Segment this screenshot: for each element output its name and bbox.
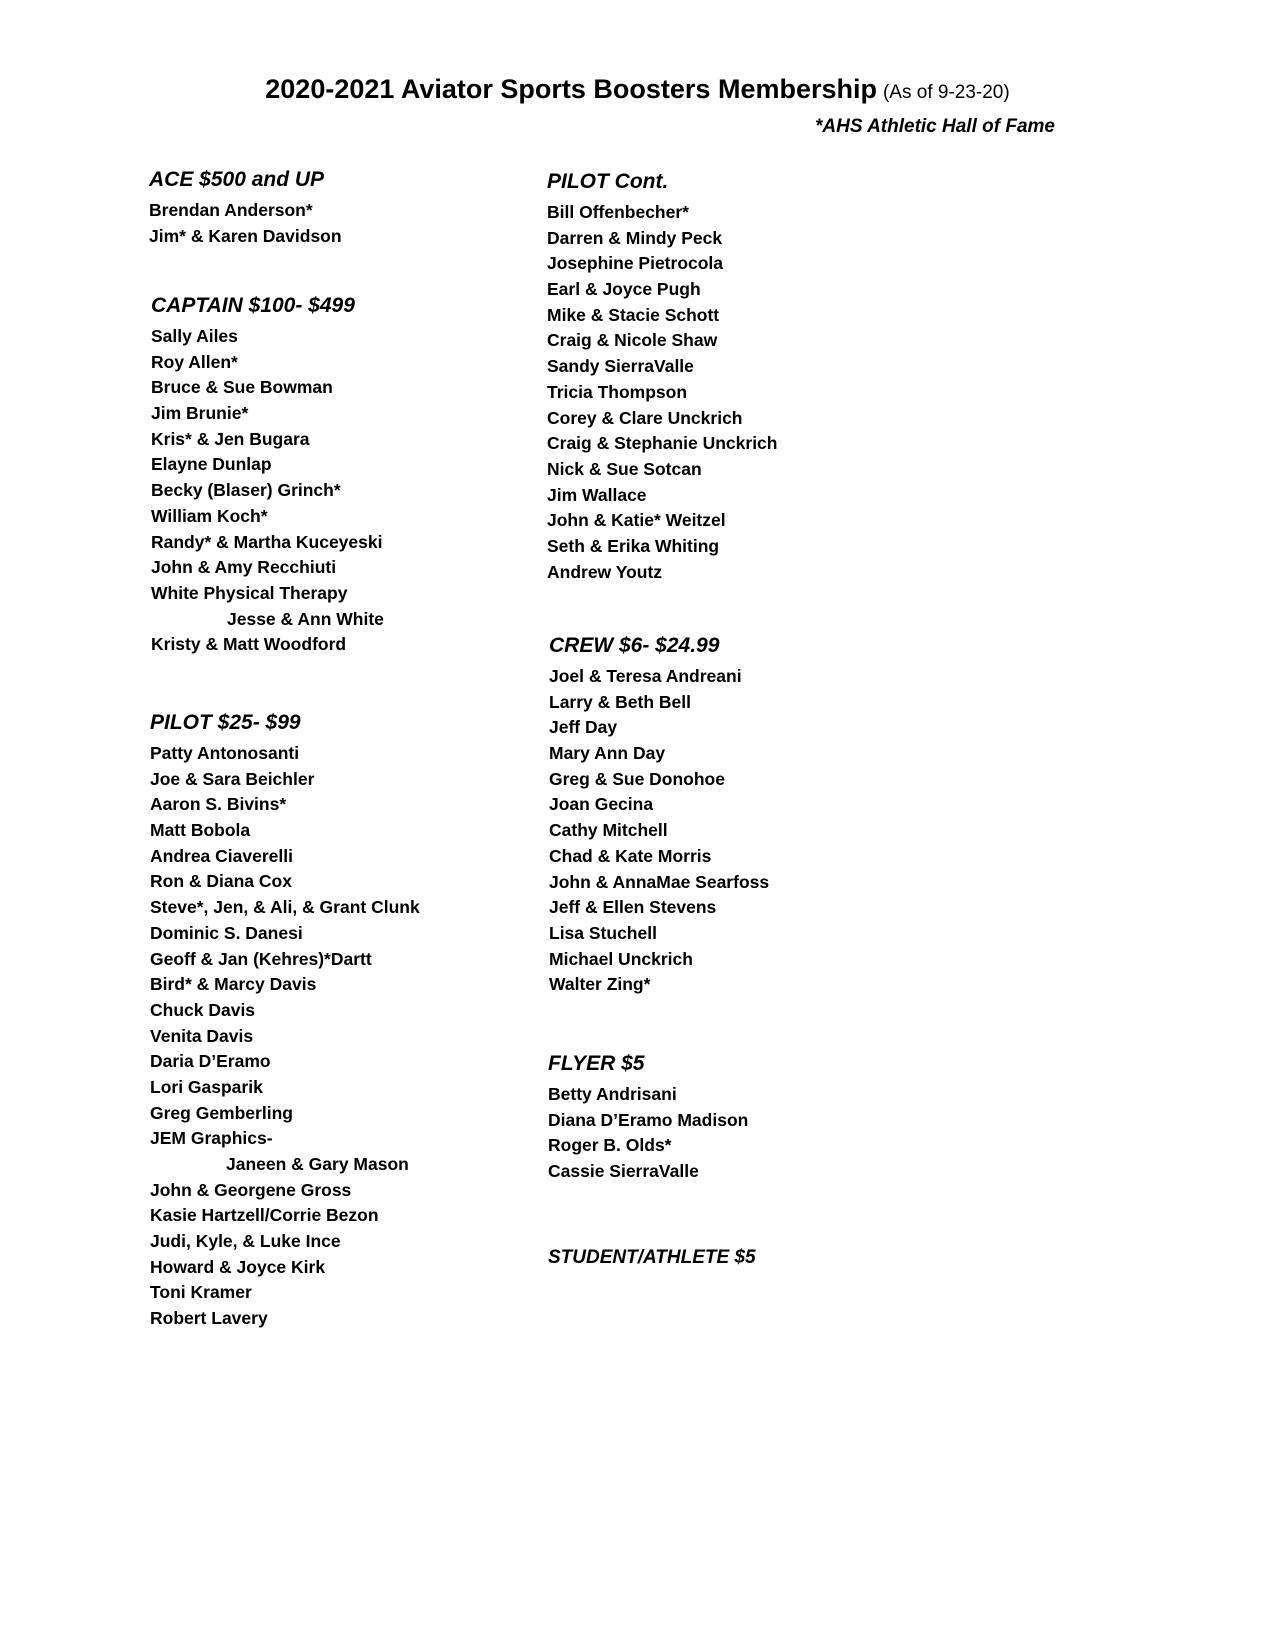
section-heading: ACE $500 and UP <box>149 168 325 191</box>
member-item: Craig & Nicole Shaw <box>547 330 718 351</box>
member-item: Jim* & Karen Davidson <box>149 225 342 246</box>
section-pilot <box>150 711 420 1332</box>
member-item-sub: Jesse & Ann White <box>227 608 384 629</box>
member-item: Roy Allen* <box>151 351 238 372</box>
member-item: Mike & Stacie Schott <box>547 304 720 325</box>
member-item: Walter Zing* <box>549 974 651 995</box>
member-item: Daria D’Eramo <box>150 1051 271 1072</box>
member-item: Lori Gasparik <box>150 1076 263 1097</box>
member-item: Roger B. Olds* <box>548 1135 672 1156</box>
member-item: Diana D’Eramo Madison <box>548 1109 749 1130</box>
member-item: Joel & Teresa Andreani <box>549 666 742 686</box>
section-heading: STUDENT/ATHLETE $5 <box>548 1247 756 1268</box>
member-item: Judi, Kyle, & Luke Ince <box>150 1231 341 1252</box>
member-item: Howard & Joyce Kirk <box>150 1256 326 1277</box>
member-item: Cassie SierraValle <box>548 1161 699 1182</box>
member-item: John & Amy Recchiuti <box>151 557 337 578</box>
member-list <box>149 198 342 249</box>
section-heading: CAPTAIN $100- $499 <box>151 294 355 317</box>
member-item: Jim Wallace <box>547 484 647 505</box>
member-item: White Physical Therapy <box>151 582 348 603</box>
member-item: JEM Graphics- <box>150 1128 273 1149</box>
member-item: Greg & Sue Donohoe <box>549 768 725 789</box>
member-item: Kristy & Matt Woodford <box>151 634 347 655</box>
member-item: Matt Bobola <box>150 820 251 841</box>
member-item: Patty Antonosanti <box>150 743 300 763</box>
member-item: Earl & Joyce Pugh <box>547 279 701 300</box>
member-list <box>548 1082 748 1185</box>
member-item: Becky (Blaser) Grinch* <box>151 480 341 501</box>
member-item: Chuck Davis <box>150 999 256 1020</box>
member-item: Joan Gecina <box>549 794 654 815</box>
member-item: Corey & Clare Unckrich <box>547 407 743 428</box>
hall-of-fame-note: *AHS Athletic Hall of Fame <box>814 116 1055 137</box>
member-item: Venita Davis <box>150 1025 254 1046</box>
member-item: Tricia Thompson <box>547 381 688 402</box>
member-item: Brendan Anderson* <box>149 200 313 220</box>
member-item: John & Katie* Weitzel <box>547 510 726 531</box>
member-item: Michael Unckrich <box>549 948 693 969</box>
title-text: 2020-2021 Aviator Sports Boosters Membership <box>265 74 877 104</box>
member-item: Cathy Mitchell <box>549 820 668 841</box>
section-heading: PILOT Cont. <box>547 170 669 193</box>
member-list <box>547 200 777 585</box>
member-item: Sally Ailes <box>151 326 238 346</box>
member-list <box>150 741 420 1332</box>
member-item: John & Georgene Gross <box>150 1179 352 1200</box>
member-item: Bird* & Marcy Davis <box>150 974 317 995</box>
member-item: Lisa Stuchell <box>549 922 657 943</box>
member-item-sub: Janeen & Gary Mason <box>226 1154 409 1174</box>
section-crew <box>549 634 769 998</box>
member-item: Jim Brunie* <box>151 403 249 424</box>
member-item: Sandy SierraValle <box>547 356 694 377</box>
as-of-date: (As of 9-23-20) <box>882 82 1010 103</box>
section-ace <box>149 168 342 249</box>
member-item: Jeff & Ellen Stevens <box>549 897 717 918</box>
member-item: William Koch* <box>151 505 268 526</box>
member-item: Bruce & Sue Bowman <box>151 377 333 398</box>
section-captain <box>151 294 384 658</box>
member-item: Bill Offenbecher* <box>547 202 689 222</box>
member-item: Josephine Pietrocola <box>547 253 724 274</box>
member-item: Kris* & Jen Bugara <box>151 428 310 449</box>
member-item: Chad & Kate Morris <box>549 845 712 866</box>
member-item: Mary Ann Day <box>549 743 666 764</box>
member-item: Steve*, Jen, & Ali, & Grant Clunk <box>150 897 420 918</box>
member-item: Joe & Sara Beichler <box>150 768 315 789</box>
member-item: John & AnnaMae Searfoss <box>549 871 770 892</box>
section-student-athlete <box>548 1247 756 1275</box>
member-item: Andrea Ciaverelli <box>150 845 293 866</box>
member-item: Randy* & Martha Kuceyeski <box>151 531 383 552</box>
section-flyer <box>548 1052 748 1185</box>
member-item: Andrew Youtz <box>547 561 663 582</box>
section-heading: CREW $6- $24.99 <box>549 634 720 657</box>
member-item: Geoff & Jan (Kehres)*Dartt <box>150 948 372 969</box>
member-item: Nick & Sue Sotcan <box>547 458 702 479</box>
member-item: Darren & Mindy Peck <box>547 227 723 248</box>
member-item: Aaron S. Bivins* <box>150 794 287 815</box>
member-item: Ron & Diana Cox <box>150 871 292 892</box>
member-item: Betty Andrisani <box>548 1084 677 1104</box>
member-list <box>549 664 769 998</box>
member-item: Jeff Day <box>549 717 618 738</box>
member-item: Greg Gemberling <box>150 1102 293 1123</box>
section-pilot-cont <box>547 170 777 585</box>
section-heading: FLYER $5 <box>548 1052 645 1075</box>
member-item: Craig & Stephanie Unckrich <box>547 433 778 454</box>
member-item: Larry & Beth Bell <box>549 691 691 712</box>
member-item: Robert Lavery <box>150 1308 268 1329</box>
section-heading: PILOT $25- $99 <box>150 711 301 734</box>
member-item: Seth & Erika Whiting <box>547 535 720 556</box>
member-item: Toni Kramer <box>150 1282 252 1303</box>
page-title <box>0 74 1275 105</box>
member-list <box>151 324 384 658</box>
member-item: Elayne Dunlap <box>151 454 272 475</box>
member-item: Dominic S. Danesi <box>150 922 303 943</box>
member-item: Kasie Hartzell/Corrie Bezon <box>150 1205 379 1226</box>
